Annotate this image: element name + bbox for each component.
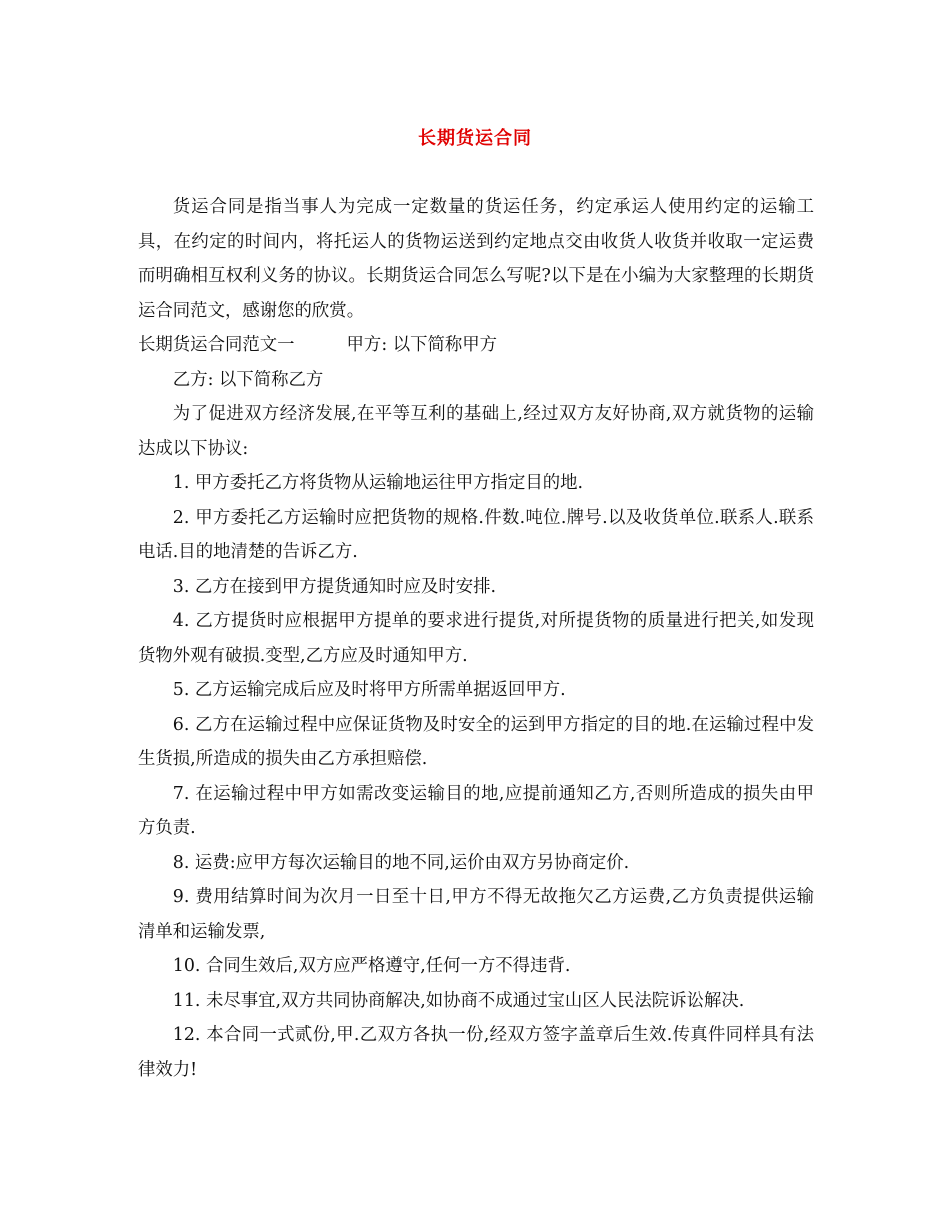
clause-8: 8. 运费:应甲方每次运输目的地不同,运价由双方另协商定价.	[172, 852, 630, 873]
preamble-paragraph: 为了促进双方经济发展,在平等互利的基础上,经过双方友好协商,双方就货物的运输达成以下协议:	[138, 404, 814, 459]
clause-1: 1. 甲方委托乙方将货物从运输地运往甲方指定目的地.	[172, 473, 584, 493]
clause-6: 6. 乙方在运输过程中应保证货物及时安全的运到甲方指定的目的地.在运输过程中发生货损,所造成的损失由乙方承担赔偿.	[138, 714, 814, 769]
clause-9: 9. 费用结算时间为次月一日至十日,甲方不得无故拖欠乙方运费,乙方负责提供运输清单和运输发票,	[138, 887, 814, 942]
document-body	[138, 190, 814, 1087]
document-title: 长期货运合同	[418, 128, 532, 149]
clause-3: 3. 乙方在接到甲方提货通知时应及时安排.	[172, 576, 497, 597]
party-a: 甲方: 以下简称甲方	[346, 335, 498, 355]
clause-4: 4. 乙方提货时应根据甲方提单的要求进行提货,对所提货物的质量进行把关,如发现货物外观有破损.变型,乙方应及时通知甲方.	[138, 611, 814, 666]
intro-paragraph: 货运合同是指当事人为完成一定数量的货运任务，约定承运人使用约定的运输工具，在约定的时间内，将托运人的货物运送到约定地点交由收货人收货并收取一定运费而明确相互权利义务的协议。长期货运合同怎么写呢?以下是在小编为大家整理的长期货运合同范文，感谢您的欣赏。	[138, 197, 814, 321]
clause-7: 7. 在运输过程中甲方如需改变运输目的地,应提前通知乙方,否则所造成的损失由甲方负责.	[138, 783, 814, 838]
clause-5: 5. 乙方运输完成后应及时将甲方所需单据返回甲方.	[172, 680, 566, 700]
party-b: 乙方: 以下简称乙方	[172, 369, 324, 390]
clause-2: 2. 甲方委托乙方运输时应把货物的规格.件数.吨位.牌号.以及收货单位.联系人.联系电话.目的地清楚的告诉乙方.	[138, 507, 814, 562]
sample-heading: 长期货运合同范文一	[138, 335, 295, 355]
clause-12: 12. 本合同一式贰份,甲.乙双方各执一份,经双方签字盖章后生效.传真件同样具有法律效力!	[138, 1025, 814, 1080]
sample-heading-line	[138, 328, 814, 363]
clause-11: 11. 未尽事宜,双方共同协商解决,如协商不成通过宝山区人民法院诉讼解决.	[172, 990, 745, 1011]
clause-10: 10. 合同生效后,双方应严格遵守,任何一方不得违背.	[172, 956, 571, 976]
